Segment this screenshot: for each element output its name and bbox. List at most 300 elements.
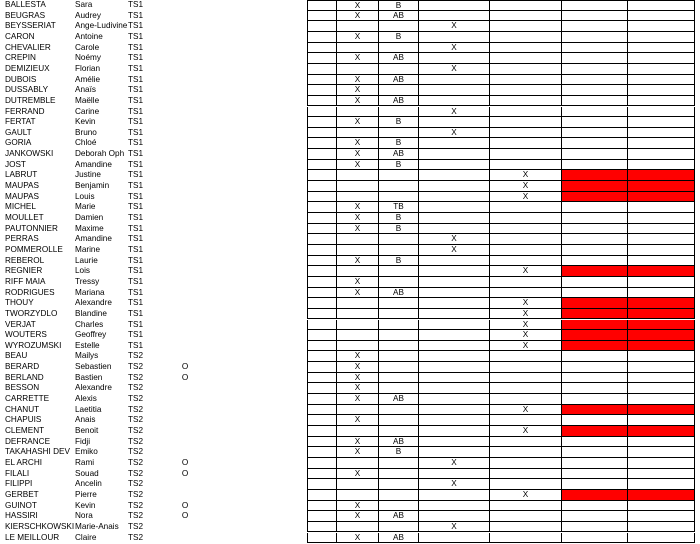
student-option-mark <box>178 128 192 139</box>
student-class: TS1 <box>128 106 144 116</box>
student-class: TS1 <box>128 42 144 52</box>
grid-cell-mark-1 <box>336 405 379 416</box>
grid-cell-flag-1 <box>562 192 628 203</box>
grid-cell-empty <box>307 202 336 213</box>
student-option-mark <box>178 0 192 11</box>
grid-cell-mention: B <box>379 160 419 171</box>
student-class: TS1 <box>128 95 144 105</box>
grid-cell-empty <box>307 107 336 118</box>
grid-cell-flag-1 <box>562 479 628 490</box>
student-first-name: Mailys <box>75 351 99 361</box>
grid-cell-empty <box>307 330 336 341</box>
grid-cell-mark-1: X <box>336 511 379 522</box>
grid-cell-flag-1 <box>562 64 628 75</box>
grid-cell-empty <box>307 32 336 43</box>
grid-cell-mark-2 <box>419 351 490 362</box>
grid-cell-flag-1 <box>562 160 628 171</box>
grid-cell-mark-3 <box>490 202 562 213</box>
grid-cell-empty <box>307 522 336 533</box>
grid-cell-mark-1: X <box>336 213 379 224</box>
student-class: TS2 <box>128 415 144 425</box>
student-option-mark <box>178 224 192 235</box>
table-row <box>0 149 700 160</box>
grid-cell-mention: B <box>379 32 419 43</box>
grid-cell-mention: AB <box>379 75 419 86</box>
student-option-mark <box>178 43 192 54</box>
student-last-name: FERTAT <box>5 117 36 127</box>
grid-cell-empty <box>307 64 336 75</box>
grid-cell-mention <box>379 43 419 54</box>
grid-cell-empty <box>307 96 336 107</box>
student-option-mark: O <box>181 468 189 478</box>
grid-cell-flag-1 <box>562 85 628 96</box>
table-row <box>0 415 700 426</box>
grid-cell-mark-1 <box>336 266 379 277</box>
grid-cell-flag-1 <box>562 277 628 288</box>
student-class: TS1 <box>128 213 144 222</box>
grid-cell-mark-2: X <box>419 458 490 469</box>
grid-cell-mark-1 <box>336 181 379 192</box>
student-last-name: CHEVALIER <box>5 42 51 52</box>
student-class: TS2 <box>128 394 144 404</box>
student-option-mark <box>178 107 192 118</box>
grid-cell-empty <box>307 234 336 245</box>
table-row <box>0 309 700 320</box>
grid-cell-flag-1 <box>562 170 628 181</box>
student-class: TS2 <box>128 436 144 446</box>
student-first-name: Blandine <box>75 308 107 318</box>
student-class: TS1 <box>128 223 144 233</box>
student-class: TS1 <box>128 191 144 201</box>
student-class: TS2 <box>128 479 144 489</box>
student-last-name: CARON <box>5 31 35 41</box>
grid-cell-flag-1 <box>562 447 628 458</box>
student-last-name: CLEMENT <box>5 426 45 435</box>
grid-cell-mark-1: X <box>336 351 379 362</box>
student-first-name: Amandine <box>75 234 112 244</box>
grid-cell-empty <box>307 320 336 331</box>
student-last-name: THOUY <box>5 298 34 308</box>
grid-cell-empty <box>307 458 336 469</box>
grid-cell-empty <box>307 501 336 512</box>
student-class: TS1 <box>128 31 144 41</box>
grid-cell-flag-1 <box>562 533 628 544</box>
grid-cell-empty <box>307 362 336 373</box>
grid-cell-mark-3: X <box>490 181 562 192</box>
grid-cell-mark-3: X <box>490 490 562 501</box>
grid-cell-flag-1 <box>562 245 628 256</box>
grid-cell-flag-2 <box>628 43 695 54</box>
student-option-mark <box>178 75 192 86</box>
student-option-mark <box>178 320 192 331</box>
grid-cell-flag-2 <box>628 181 695 192</box>
grid-cell-flag-1 <box>562 202 628 213</box>
grid-cell-flag-1 <box>562 138 628 149</box>
grid-cell-flag-2 <box>628 405 695 416</box>
grid-cell-mark-1: X <box>336 437 379 448</box>
table-row <box>0 213 700 224</box>
table-row <box>0 458 700 469</box>
grid-cell-empty <box>307 341 336 352</box>
table-row <box>0 138 700 149</box>
table-row <box>0 533 700 544</box>
student-last-name: DUBOIS <box>5 74 37 84</box>
grid-cell-mark-1: X <box>336 501 379 512</box>
grid-cell-flag-1 <box>562 341 628 352</box>
grid-cell-mark-3 <box>490 117 562 128</box>
grid-cell-flag-1 <box>562 11 628 22</box>
grid-cell-flag-1 <box>562 501 628 512</box>
table-row <box>0 298 700 309</box>
table-row <box>0 522 700 533</box>
student-class: TS1 <box>128 330 144 340</box>
grid-cell-mark-1: X <box>336 11 379 22</box>
grid-cell-flag-1 <box>562 469 628 480</box>
grid-cell-mention <box>379 469 419 480</box>
grid-cell-mark-1 <box>336 341 379 352</box>
student-class: TS1 <box>128 21 144 31</box>
grid-cell-mark-2 <box>419 117 490 128</box>
student-first-name: Laetitia <box>75 404 102 414</box>
student-first-name: Chloé <box>75 138 97 148</box>
grid-cell-mark-2 <box>419 256 490 267</box>
grid-cell-mark-3 <box>490 128 562 139</box>
grid-cell-empty <box>307 11 336 22</box>
student-last-name: PERRAS <box>5 234 39 244</box>
grid-cell-empty <box>307 373 336 384</box>
student-class: TS2 <box>128 489 144 499</box>
grid-cell-flag-1 <box>562 224 628 235</box>
student-last-name: GAULT <box>5 127 32 137</box>
grid-cell-empty <box>307 511 336 522</box>
student-last-name: MAUPAS <box>5 191 39 201</box>
grid-cell-flag-2 <box>628 458 695 469</box>
grid-cell-mark-1 <box>336 43 379 54</box>
grid-cell-empty <box>307 405 336 416</box>
grid-cell-mark-1: X <box>336 160 379 171</box>
grid-cell-mark-1 <box>336 170 379 181</box>
grid-cell-mention: B <box>379 0 419 11</box>
grid-cell-empty <box>307 266 336 277</box>
grid-cell-mark-3 <box>490 415 562 426</box>
grid-cell-flag-2 <box>628 149 695 160</box>
student-option-mark <box>178 170 192 181</box>
grid-cell-flag-2 <box>628 437 695 448</box>
grid-cell-mention <box>379 128 419 139</box>
grid-cell-mark-1: X <box>336 256 379 267</box>
student-first-name: Noémy <box>75 53 101 63</box>
grid-cell-mark-1: X <box>336 75 379 86</box>
table-row <box>0 181 700 192</box>
grid-cell-flag-2 <box>628 107 695 118</box>
student-last-name: MAUPAS <box>5 181 39 191</box>
grid-cell-empty <box>307 351 336 362</box>
grid-cell-flag-1 <box>562 288 628 299</box>
student-class: TS1 <box>128 74 144 84</box>
student-option-mark <box>178 437 192 448</box>
grid-cell-mark-1: X <box>336 415 379 426</box>
student-class: TS1 <box>128 244 144 254</box>
grid-cell-empty <box>307 149 336 160</box>
grid-cell-mark-3 <box>490 64 562 75</box>
grid-cell-flag-2 <box>628 0 695 11</box>
student-class: TS2 <box>128 351 144 361</box>
student-last-name: BALLESTA <box>5 0 46 9</box>
grid-cell-mark-3 <box>490 138 562 149</box>
grid-cell-mark-3 <box>490 85 562 96</box>
table-row <box>0 288 700 299</box>
table-row <box>0 383 700 394</box>
grid-cell-mention <box>379 107 419 118</box>
grid-cell-mention <box>379 266 419 277</box>
grid-cell-mark-2 <box>419 320 490 331</box>
grid-cell-mark-1 <box>336 64 379 75</box>
grid-cell-flag-2 <box>628 362 695 373</box>
grid-cell-mark-3 <box>490 447 562 458</box>
student-first-name: Charles <box>75 319 104 329</box>
grid-cell-flag-2 <box>628 288 695 299</box>
grid-cell-mark-3 <box>490 245 562 256</box>
grid-cell-empty <box>307 256 336 267</box>
grid-cell-empty <box>307 447 336 458</box>
student-class: TS1 <box>128 319 144 329</box>
student-option-mark <box>178 11 192 22</box>
grid-cell-mark-3: X <box>490 309 562 320</box>
grid-cell-mark-3: X <box>490 266 562 277</box>
grid-cell-mark-3: X <box>490 192 562 203</box>
grid-cell-mark-2 <box>419 213 490 224</box>
grid-cell-empty <box>307 277 336 288</box>
student-option-mark <box>178 266 192 277</box>
student-first-name: Damien <box>75 213 104 222</box>
student-last-name: MICHEL <box>5 202 36 212</box>
student-class: TS1 <box>128 127 144 137</box>
student-last-name: GORIA <box>5 138 32 148</box>
grid-cell-mention <box>379 192 419 203</box>
grid-cell-mark-3 <box>490 43 562 54</box>
student-first-name: Antoine <box>75 31 103 41</box>
grid-cell-flag-2 <box>628 138 695 149</box>
student-first-name: Marie-Anais <box>75 521 119 531</box>
student-option-mark <box>178 149 192 160</box>
grid-cell-flag-2 <box>628 256 695 267</box>
table-row <box>0 351 700 362</box>
grid-cell-flag-1 <box>562 362 628 373</box>
grid-cell-mention <box>379 309 419 320</box>
grid-cell-empty <box>307 309 336 320</box>
table-row <box>0 32 700 43</box>
student-last-name: FERRAND <box>5 106 45 116</box>
grid-cell-mark-2 <box>419 224 490 235</box>
table-row <box>0 224 700 235</box>
grid-cell-mention <box>379 234 419 245</box>
grid-cell-flag-1 <box>562 330 628 341</box>
grid-cell-empty <box>307 469 336 480</box>
grid-cell-empty <box>307 138 336 149</box>
grid-cell-flag-2 <box>628 96 695 107</box>
student-first-name: Amandine <box>75 159 112 169</box>
table-row <box>0 64 700 75</box>
grid-cell-empty <box>307 383 336 394</box>
table-row <box>0 362 700 373</box>
student-first-name: Benjamin <box>75 181 110 191</box>
student-option-mark <box>178 383 192 394</box>
grid-cell-mark-1 <box>336 245 379 256</box>
grid-cell-mark-3 <box>490 383 562 394</box>
grid-cell-empty <box>307 213 336 224</box>
grid-cell-flag-1 <box>562 490 628 501</box>
student-option-mark: O <box>181 500 189 510</box>
student-last-name: JANKOWSKI <box>5 149 54 159</box>
student-last-name: RIFF MAIA <box>5 276 46 286</box>
grid-cell-mention <box>379 479 419 490</box>
grid-cell-mention: B <box>379 117 419 128</box>
grid-cell-empty <box>307 288 336 299</box>
grid-cell-flag-2 <box>628 298 695 309</box>
grid-cell-mark-2 <box>419 362 490 373</box>
grid-cell-mark-1 <box>336 320 379 331</box>
grid-cell-mark-1: X <box>336 277 379 288</box>
grid-cell-mention: AB <box>379 96 419 107</box>
grid-cell-empty <box>307 117 336 128</box>
student-option-mark: O <box>181 511 189 521</box>
table-row <box>0 160 700 171</box>
student-first-name: Marie <box>75 202 96 212</box>
grid-cell-flag-2 <box>628 224 695 235</box>
student-first-name: Mariana <box>75 287 105 297</box>
grid-cell-mark-1: X <box>336 447 379 458</box>
grid-cell-mention: B <box>379 138 419 149</box>
student-first-name: Laurie <box>75 255 98 265</box>
grid-cell-mark-3 <box>490 160 562 171</box>
student-option-mark <box>178 32 192 43</box>
grid-cell-empty <box>307 426 336 437</box>
grid-cell-flag-2 <box>628 490 695 501</box>
grid-cell-mark-1: X <box>336 117 379 128</box>
student-last-name: REGNIER <box>5 266 43 276</box>
grid-cell-mention <box>379 501 419 512</box>
table-row <box>0 43 700 54</box>
student-first-name: Benoit <box>75 426 99 435</box>
grid-cell-mark-1 <box>336 128 379 139</box>
grid-cell-empty <box>307 53 336 64</box>
grid-cell-mark-2 <box>419 511 490 522</box>
student-last-name: VERJAT <box>5 319 36 329</box>
grid-cell-mark-2 <box>419 437 490 448</box>
grid-cell-mark-2 <box>419 298 490 309</box>
grid-cell-mark-2 <box>419 266 490 277</box>
student-first-name: Tressy <box>75 276 100 286</box>
table-row <box>0 330 700 341</box>
table-row <box>0 373 700 384</box>
table-row <box>0 501 700 512</box>
student-option-mark <box>178 213 192 224</box>
grid-cell-flag-1 <box>562 309 628 320</box>
grid-cell-mention <box>379 426 419 437</box>
grid-cell-mention <box>379 21 419 32</box>
grid-cell-flag-2 <box>628 170 695 181</box>
grid-cell-mark-1 <box>336 234 379 245</box>
grid-cell-mark-2: X <box>419 479 490 490</box>
grid-cell-mark-2: X <box>419 64 490 75</box>
student-first-name: Maxime <box>75 223 104 233</box>
grid-cell-mark-2 <box>419 149 490 160</box>
grid-cell-mark-2 <box>419 192 490 203</box>
grid-cell-empty <box>307 298 336 309</box>
table-row <box>0 234 700 245</box>
grid-cell-mention <box>379 330 419 341</box>
grid-cell-mark-3 <box>490 533 562 544</box>
grid-cell-mark-2 <box>419 383 490 394</box>
table-row <box>0 85 700 96</box>
grid-cell-mark-2: X <box>419 21 490 32</box>
student-class: TS1 <box>128 298 144 308</box>
grid-cell-mark-2: X <box>419 43 490 54</box>
student-option-mark <box>178 351 192 362</box>
student-first-name: Sebastien <box>75 362 112 372</box>
grid-cell-flag-1 <box>562 128 628 139</box>
grid-cell-mark-1: X <box>336 469 379 480</box>
grid-cell-empty <box>307 160 336 171</box>
student-first-name: Anais <box>75 415 96 425</box>
grid-cell-mention <box>379 351 419 362</box>
grid-cell-mark-3: X <box>490 341 562 352</box>
student-class: TS2 <box>128 362 144 372</box>
student-class: TS1 <box>128 340 144 350</box>
grid-cell-mark-1 <box>336 479 379 490</box>
grid-cell-flag-2 <box>628 426 695 437</box>
student-option-mark <box>178 85 192 96</box>
grid-cell-flag-2 <box>628 234 695 245</box>
student-last-name: BERARD <box>5 362 40 372</box>
student-first-name: Justine <box>75 170 101 180</box>
grid-cell-flag-2 <box>628 383 695 394</box>
grid-cell-mark-2 <box>419 53 490 64</box>
student-class: TS2 <box>128 426 144 435</box>
grid-cell-flag-1 <box>562 320 628 331</box>
grid-cell-empty <box>307 85 336 96</box>
grid-cell-mention <box>379 298 419 309</box>
table-row <box>0 117 700 128</box>
student-first-name: Emiko <box>75 447 98 457</box>
grid-cell-flag-1 <box>562 0 628 11</box>
student-option-mark: O <box>181 457 189 467</box>
grid-cell-mark-1 <box>336 522 379 533</box>
student-option-mark <box>178 405 192 416</box>
grid-cell-mark-3 <box>490 75 562 86</box>
grid-cell-mark-3: X <box>490 330 562 341</box>
table-row <box>0 11 700 22</box>
grid-cell-mark-2 <box>419 96 490 107</box>
student-option-mark <box>178 138 192 149</box>
grid-cell-mention <box>379 373 419 384</box>
student-last-name: JOST <box>5 159 26 169</box>
student-last-name: LABRUT <box>5 170 38 180</box>
grid-cell-mark-2 <box>419 170 490 181</box>
student-last-name: LE MEILLOUR <box>5 532 60 542</box>
grid-cell-mention: TB <box>379 202 419 213</box>
student-first-name: Amélie <box>75 74 101 84</box>
grid-cell-mark-2 <box>419 277 490 288</box>
grid-cell-mark-3 <box>490 511 562 522</box>
grid-cell-mark-2: X <box>419 234 490 245</box>
grid-cell-flag-1 <box>562 117 628 128</box>
student-last-name: EL ARCHI <box>5 457 43 467</box>
grid-cell-mark-1: X <box>336 32 379 43</box>
student-class: TS1 <box>128 159 144 169</box>
grid-cell-mark-1: X <box>336 149 379 160</box>
student-first-name: Fidji <box>75 436 91 446</box>
